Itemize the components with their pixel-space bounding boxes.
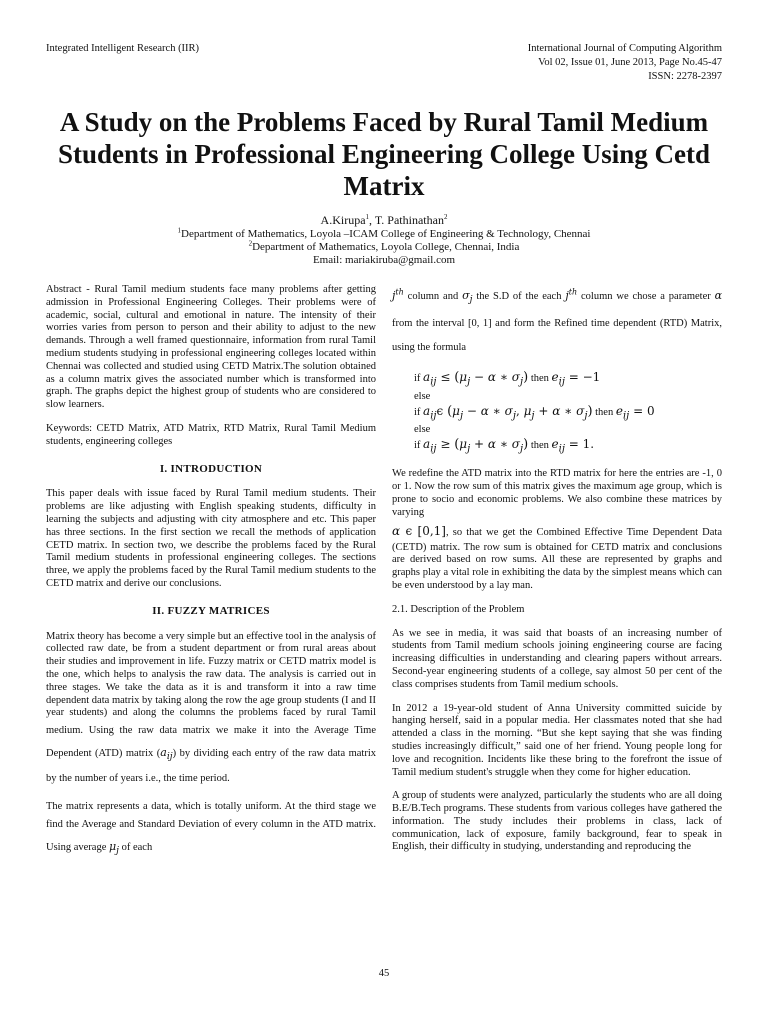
problem-paragraph-1: As we see in media, it was said that boasts of an increasing number of students from Tamil medium schools joining engineering course are facing increasing difficulties in understanding and clearing papers without arrears. Second-year engineering students of a college, say almost 50 per cent of the class comprises students from Tamil medium schools.: [392, 627, 722, 690]
affiliation-1: $^1$Department of Mathematics, Loyola –ICAM College of Engineering & Technology, Chennai: [177, 226, 591, 240]
left-column: [46, 284, 376, 873]
running-header-left: Integrated Intelligent Research (IIR): [46, 43, 200, 54]
affiliation-2: $^2$Department of Mathematics, Loyola College, Chennai, India: [248, 239, 520, 253]
introduction-paragraph: This paper deals with issue faced by Rural Tamil medium students. Their problems are like adjusting with English speaking students, difficulty in learning the subjects and adjusting with city atmosphere and etc. This paper has three sections. In the first section we recall the methods of application CETD matrix. In section two, we describe the problems faced by the Rural Tamil medium students in professional engineering colleges. The sections three, we apply the problems faced by the Rural Tamil medium students to the CETD matrix and derive our conclusions.: [46, 488, 376, 589]
paper-title: A Study on the Problems Faced by Rural Tamil Medium Students in Professional Engineering College Using Cetd Matrix: [57, 107, 711, 201]
fuzzy-matrices-paragraph-1: Matrix theory has become a very simple but an effective tool in the analysis of collected raw date, be from a student department or from rural areas about their studies and improvement in life. Fuzzy matrix or CETD matrix model is the one, which helps to analysis the raw data. The analysis is carried out in three stages. We take the data as it is and transform it into a raw time dependent data matrix by taking along the row the age group students (I and II year students) and along the columns the problems faced by rural Tamil medium. Using the raw data matrix we make it into the Average Time Dependent (ATD) matrix $(a_{ij})$ by dividing each entry of the raw data matrix by the number of years i.e., the time period.: [46, 630, 377, 785]
rtd-paragraph: We redefine the ATD matrix into the RTD matrix for here the entries are -1, 0 or 1. Now the row sum of this matrix gives the maximum age group, which is prone to socio and economic problems. We also combine these matrices by varying: [392, 468, 722, 518]
author-email: Email: mariakiruba@gmail.com: [312, 254, 456, 266]
problem-paragraph-3: A group of students were analyzed, particularly the students who are all doing B.E/B.Tech programs. These students from various colleges have gathered the information. The study includes their problems in class, lack of communication, lack of exposure, family background, fear to speak in English, their difficulty in studying, understanding and reproducing the: [392, 790, 722, 853]
running-header-right: [528, 42, 722, 84]
keywords: Keywords: CETD Matrix, ATD Matrix, RTD Matrix, Rural Tamil Medium students, engineering colleges: [46, 422, 376, 447]
problem-paragraph-2: In 2012 a 19-year-old student of Anna University committed suicide by hanging herself, said in a popular media. Her classmates noted that she had attended a class in the morning. “But she kept saying that she was finding studies increasingly difficult,” said one of her friend. Young people long for love and recognition. Incidents like these bring to the forefront the issue of Tamil medium student's struggle when they come for higher education.: [392, 702, 722, 778]
author-names: A.Kirupa$^1$, T. Pathinathan$^2$: [320, 213, 448, 227]
rtd-intro: $j^{th}$ column and $\sigma_j$ the S.D of the each $j^{th}$ column we chose a parameter α from the interval [0, 1] and form the Refined time dependent (RTD) Matrix, using the formula: [392, 287, 723, 354]
section-heading-fuzzy-matrices: II. FUZZY MATRICES: [152, 604, 270, 617]
mu-j-symbol: $\mu_j$: [108, 840, 119, 857]
alpha-interval: α ϵ [0,1]: [392, 523, 446, 538]
alpha-symbol: α: [714, 289, 723, 302]
journal-volume: Vol 02, Issue 01, June 2013, Page No.45-47: [538, 57, 722, 68]
page-number: 45: [378, 968, 390, 979]
author-1: A.Kirupa: [320, 213, 366, 227]
abstract: Abstract - Rural Tamil medium students face many problems after getting admission in Professional Engineering Colleges. Their problems were of academic, social, cultural and emotional in nature. The intensity of their worries varies from person to person and their ability to adjust to the new demands. Through a well framed questionnaire, information from rural Tamil medium students studying in professional engineering colleges located within Chennai was collected and studied using CETD Matrix.The solution obtained as a column matrix gives the associated number which is transformed into graph. The graphs depict the highest group of students who are considered to slow learners.: [46, 284, 376, 411]
right-column: [392, 284, 722, 865]
rtd-formula: if $a_{ij} \le (\mu_j - \alpha$ ∗ $\sigma_j$) then $e_{ij} = -1$ else if $a_{ij}\epsilon$ ($\mu_j - \alpha$ ∗ $\sigma_j$, $\mu_j + \alpha$ ∗ $\sigma_j$) then $e_{ij} = 0$ else if $a_{ij} \ge (\mu_j + \alpha$ ∗ $\sigma_j$) then $e_{ij} = 1$.: [414, 370, 722, 456]
rtd-condition-2: if $a_{ij}\epsilon$ ($\mu_j - \alpha$ ∗ $\sigma_j$, $\mu_j + \alpha$ ∗ $\sigma_j$) then $e_{ij} = 0$: [414, 403, 655, 421]
journal-issn: ISSN: 2278-2397: [648, 71, 722, 82]
subsection-heading-problem: 2.1. Description of the Problem: [392, 603, 525, 615]
aij-symbol: $a_{ij}$: [160, 746, 173, 763]
rtd-condition-3: if $a_{ij} \ge (\mu_j + \alpha$ ∗ $\sigma_j$) then $e_{ij} = 1$.: [414, 436, 595, 455]
jth-symbol: $j^{th}$: [392, 287, 404, 302]
author-2: T. Pathinathan: [374, 213, 444, 227]
journal-name: International Journal of Computing Algorithm: [527, 43, 722, 54]
rtd-condition-1: if $a_{ij} \le (\mu_j - \alpha$ ∗ $\sigma_j$) then $e_{ij} = -1$: [414, 370, 601, 388]
author-block: [46, 213, 722, 267]
sigma-j-symbol: $\sigma_j$: [462, 289, 473, 306]
section-heading-introduction: I. INTRODUCTION: [159, 462, 263, 475]
cetd-paragraph: α ϵ [0,1], so that we get the Combined Effective Time Dependent Data (CETD) matrix. The row sum is obtained for CETD matrix and conclusions are derived based on row sums. All these are represented by graphs and graphs play a vital role in exhibiting the data by the simplest means which can be even understood by a lay man.: [392, 523, 723, 591]
fuzzy-matrices-paragraph-2: The matrix represents a data, which is totally uniform. At the third stage we find the Average and Standard Deviation of every column in the ATD matrix. Using average $\mu_j$ of each: [46, 801, 377, 857]
